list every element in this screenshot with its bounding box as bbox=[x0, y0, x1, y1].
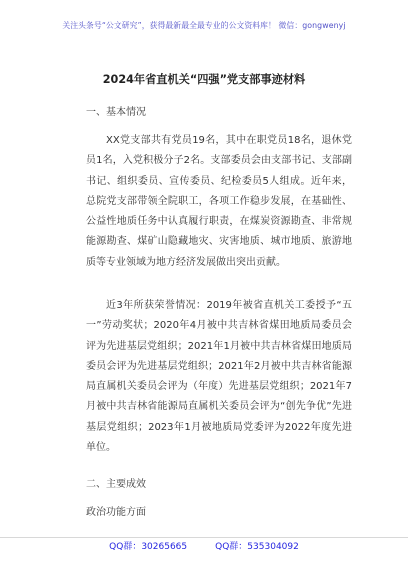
subheading-political-function: 政治功能方面 bbox=[86, 507, 146, 518]
promo-banner: 关注头条号“公文研究”，获得最新最全最专业的公文资料库！ 微信：gongwenyj bbox=[62, 21, 346, 30]
footer-qq-group-2: QQ群：535304092 bbox=[215, 542, 299, 552]
footer bbox=[0, 539, 408, 552]
paragraph-overview: XX党支部共有党员19名，其中在职党员18名，退休党员1名，入党积极分子2名。支部委员会由支部书记、支部副书记、组织委员、宣传委员、纪检委员5人组成。近年来，总院党支部带领全院职工，各项工作稳步发展，在基础性、公益性地质任务中认真履行职责，在煤炭资源勘查、非常规能源勘查、煤矿山隐藏地灾、灾害地质、城市地质、旅游地质等专业领域为地方经济发展做出突出贡献。 bbox=[86, 135, 352, 268]
paragraph-honors: 近3年所获荣誉情况：2019年被省直机关工委授予“五一”劳动奖状；2020年4月被中共吉林省煤田地质局委员会评为先进基层党组织；2021年1月被中共吉林省煤田地质局委员会评为先进基层党组织；2021年2月被中共吉林省能源局直属机关委员会评为（年度）先进基层党组织；2021年7月被中共吉林省能源局直属机关委员会评为“创先争优”先进基层党组织；2023年1月被地质局党委评为2022年度先进单位。 bbox=[86, 300, 352, 454]
section-heading-achievements: 二、主要成效 bbox=[86, 479, 146, 490]
document-title: 2024年省直机关“四强”党支部事迹材料 bbox=[102, 73, 306, 86]
footer-divider bbox=[0, 537, 408, 538]
footer-qq-group-1: QQ群：30265665 bbox=[109, 542, 188, 552]
section-heading-basic-info: 一、基本情况 bbox=[86, 107, 146, 118]
